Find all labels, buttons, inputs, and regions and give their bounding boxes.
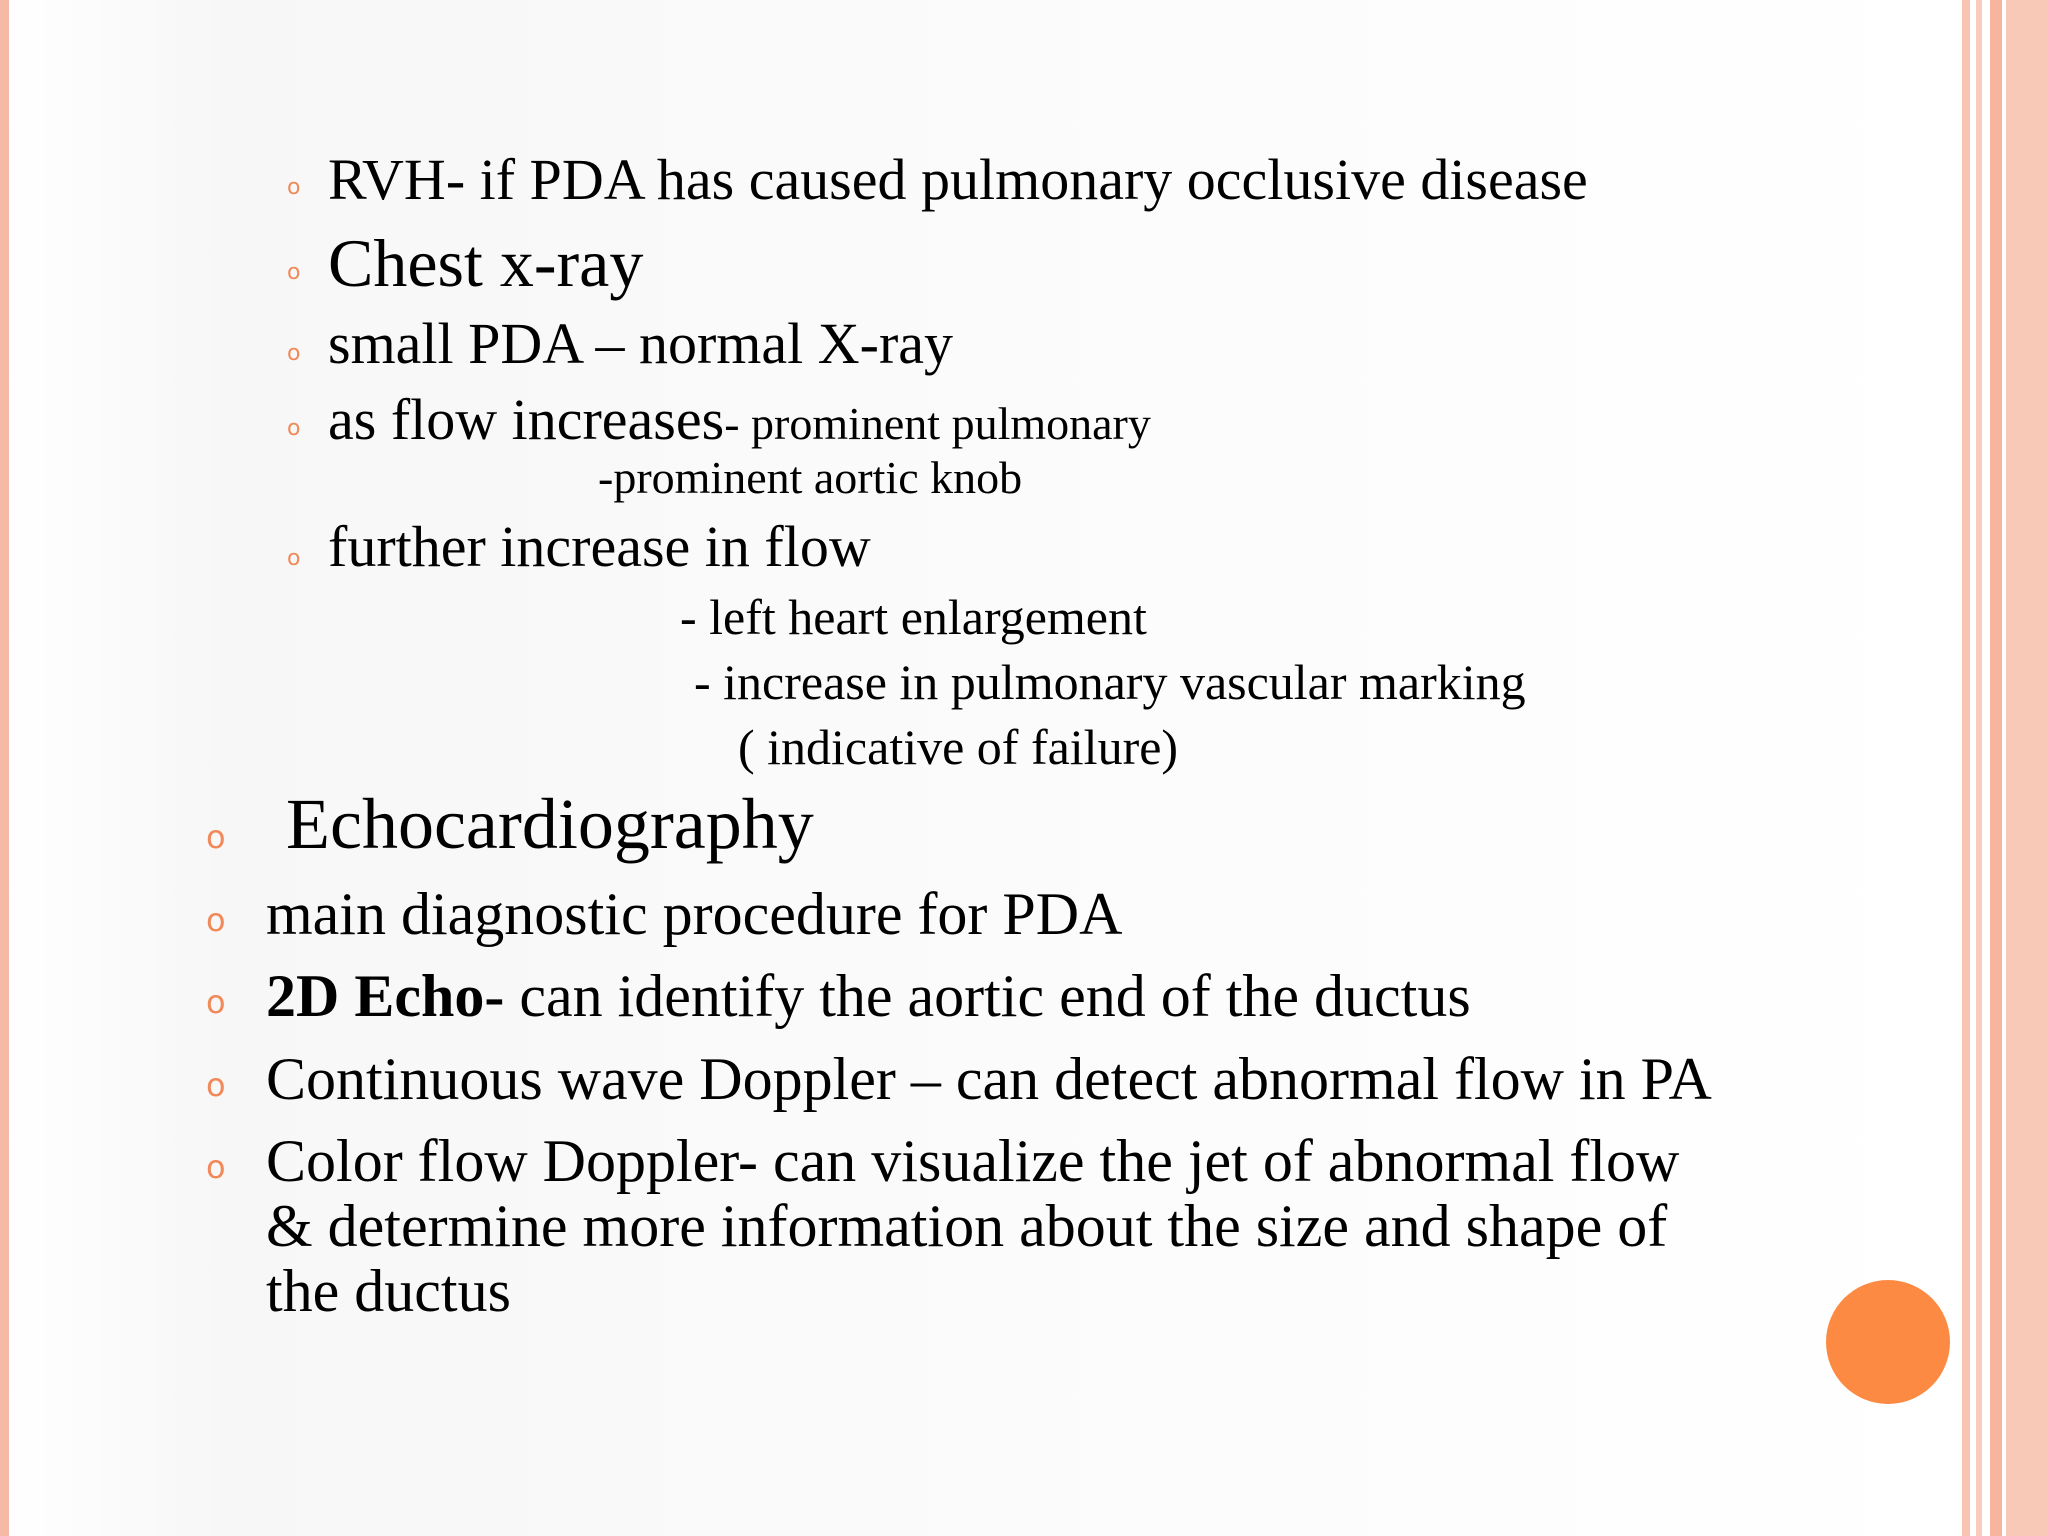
bullet-icon: o: [287, 416, 301, 441]
bullet-icon: o: [206, 818, 226, 856]
heading-echocardiography: Echocardiography: [286, 784, 814, 864]
text-continuous-wave-doppler: Continuous wave Doppler – can detect abnormal flow in PA: [266, 1046, 1712, 1112]
right-decorative-stripes: [1962, 0, 2048, 1536]
bullet-icon: o: [287, 175, 301, 200]
text-prominent-aortic-knob: -prominent aortic knob: [598, 452, 1023, 503]
text-2d-echo-label: 2D Echo-: [266, 963, 505, 1029]
text-prominent-pulmonary: - prominent pulmonary: [724, 398, 1151, 449]
text-left-heart-enlargement: - left heart enlargement: [680, 589, 1147, 645]
text-flow-increases-main: as flow increases: [328, 387, 725, 452]
text-color-flow-doppler-line3: the ductus: [266, 1258, 511, 1324]
right-stripe: [1976, 0, 1982, 1536]
text-further-increase: further increase in flow: [328, 514, 871, 579]
text-indicative-of-failure: ( indicative of failure): [738, 719, 1179, 775]
text-rvh: RVH- if PDA has caused pulmonary occlusive disease: [328, 147, 1588, 212]
right-stripe: [1990, 0, 2002, 1536]
bullet-icon: o: [206, 983, 226, 1021]
left-decorative-stripe: [0, 0, 9, 1536]
text-color-flow-doppler-line1: Color flow Doppler- can visualize the jet of abnormal flow: [266, 1128, 1680, 1194]
text-pulmonary-vascular-marking: - increase in pulmonary vascular marking: [694, 654, 1526, 710]
accent-circle: [1826, 1280, 1950, 1404]
heading-chest-xray: Chest x-ray: [328, 225, 644, 301]
text-main-diagnostic: main diagnostic procedure for PDA: [266, 881, 1123, 947]
text-small-pda: small PDA – normal X-ray: [328, 311, 954, 376]
text-2d-echo: [266, 963, 1471, 1029]
bullet-icon: o: [287, 546, 301, 571]
bullet-icon: o: [206, 901, 226, 939]
text-color-flow-doppler-line2: & determine more information about the size and shape of: [266, 1193, 1668, 1259]
text-2d-echo-desc: can identify the aortic end of the ductus: [504, 963, 1471, 1029]
bullet-icon: o: [287, 341, 301, 366]
bullet-icon: o: [287, 260, 301, 285]
bullet-icon: o: [206, 1148, 226, 1186]
right-stripe: [2006, 0, 2048, 1536]
bullet-icon: o: [206, 1066, 226, 1104]
text-flow-increases: [328, 387, 1151, 452]
right-stripe: [1962, 0, 1970, 1536]
